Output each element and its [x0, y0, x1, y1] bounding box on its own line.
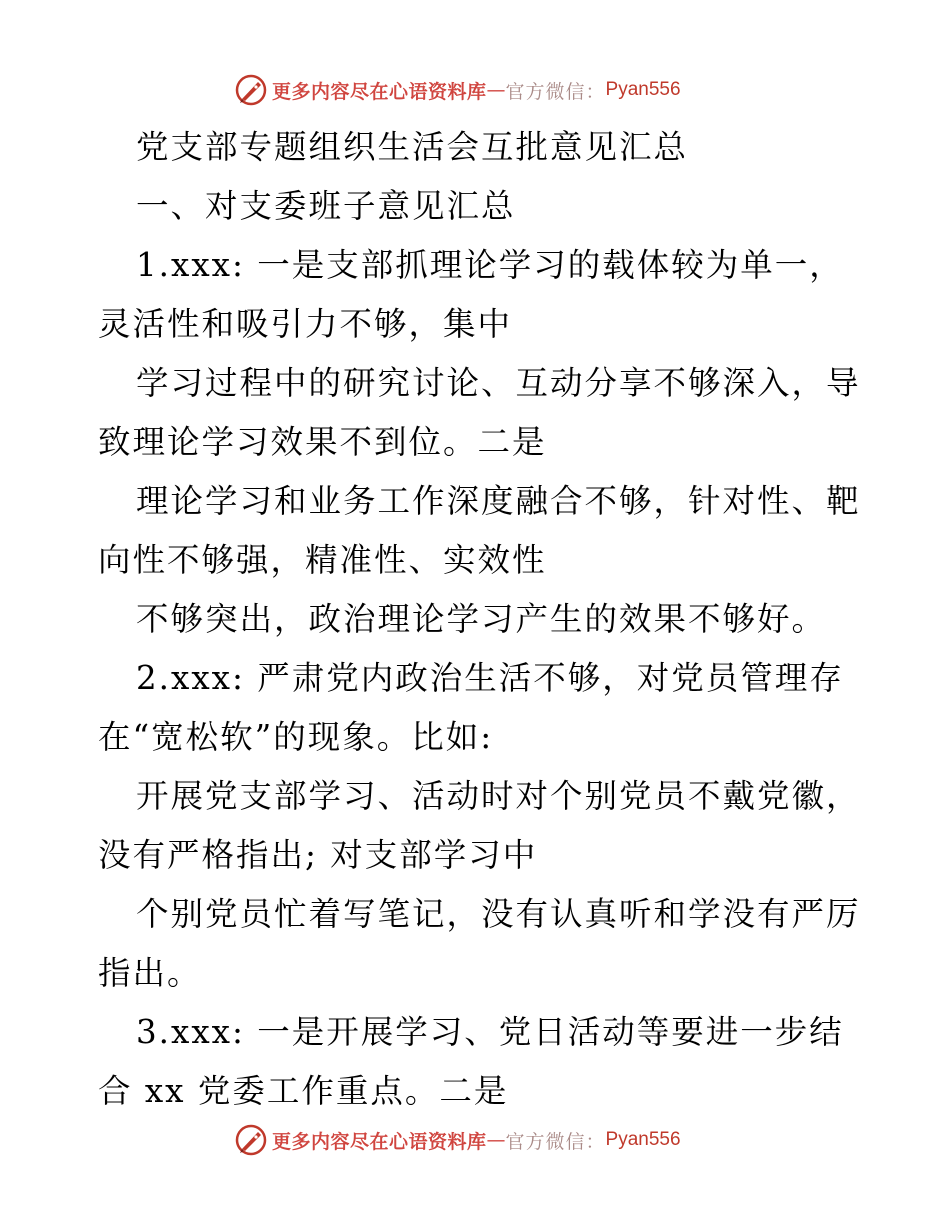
paragraph-line: 2.xxx: 严肃党内政治生活不够，对党员管理存 [136, 659, 844, 697]
paragraph-line: 灵活性和吸引力不够，集中 [98, 305, 513, 343]
paragraph-line: 不够突出，政治理论学习产生的效果不够好。 [136, 600, 827, 638]
paragraph-line: 党支部专题组织生活会互批意见汇总 [136, 128, 689, 166]
watermark-main-text: 更多内容尽在心语资料库 [272, 80, 487, 103]
watermark-header [234, 70, 681, 110]
watermark-main-text: 更多内容尽在心语资料库 [272, 1130, 487, 1153]
paragraph-line: 合 xx 党委工作重点。二是 [98, 1072, 509, 1110]
watermark-wechat-id: Pyan556 [605, 79, 681, 100]
document-body [98, 118, 861, 1121]
watermark-footer [234, 1120, 681, 1160]
paragraph-line: 3.xxx: 一是开展学习、党日活动等要进一步结 [136, 1013, 844, 1051]
watermark-wechat-id: Pyan556 [605, 1129, 681, 1150]
paragraph-line: 没有严格指出; 对支部学习中 [98, 836, 538, 874]
paragraph-line: 向性不够强，精准性、实效性 [98, 541, 547, 579]
quill-pen-logo-icon [234, 73, 268, 107]
paragraph-line: 学习过程中的研究讨论、互动分享不够深入，导 [136, 364, 861, 402]
paragraph-line: 个别党员忙着写笔记，没有认真听和学没有严厉 [136, 895, 861, 933]
paragraph-line: 1.xxx: 一是支部抓理论学习的载体较为单一， [136, 246, 844, 284]
watermark-separator: — [486, 79, 506, 101]
paragraph-line: 致理论学习效果不到位。二是 [98, 423, 547, 461]
watermark-wechat-label: 官方微信： [505, 80, 606, 103]
watermark-separator: — [486, 1129, 506, 1151]
quill-pen-logo-icon [234, 1123, 268, 1157]
watermark-wechat-label: 官方微信： [505, 1130, 606, 1153]
paragraph-line: 一、对支委班子意见汇总 [136, 187, 516, 225]
paragraph-line: 在“宽松软”的现象。比如: [98, 718, 494, 756]
paragraph-line: 指出。 [98, 954, 202, 992]
paragraph-line: 开展党支部学习、活动时对个别党员不戴党徽， [136, 777, 861, 815]
paragraph-line: 理论学习和业务工作深度融合不够，针对性、靶 [136, 482, 861, 520]
